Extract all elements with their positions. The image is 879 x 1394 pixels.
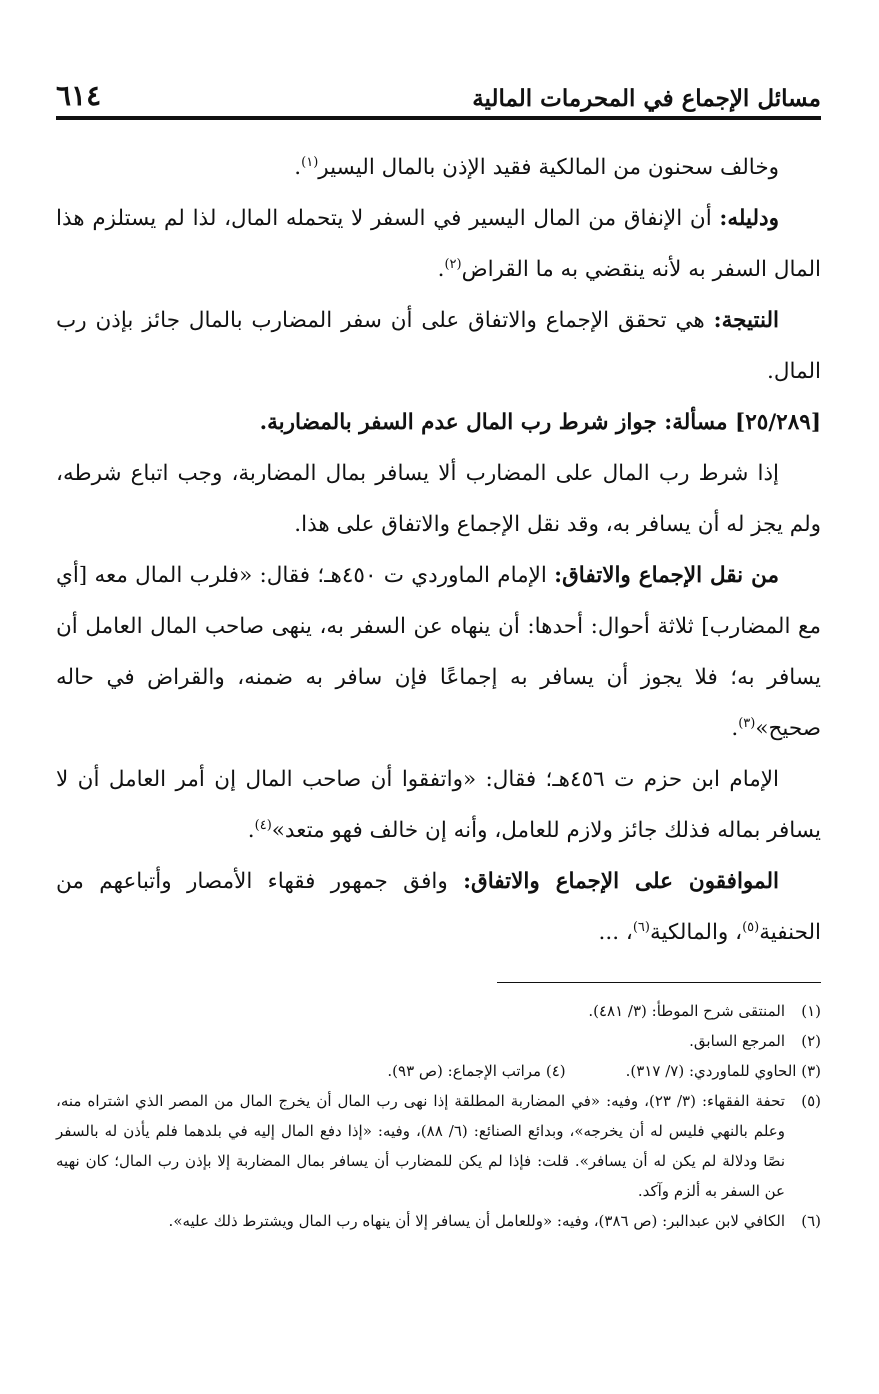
paragraph-7-text-a: وافق جمهور فقهاء الأمصار وأتباعهم من الحنفية — [56, 869, 821, 945]
paragraph-7-text-c: ، ... — [598, 920, 633, 945]
footnote-number: (٤) — [545, 1062, 566, 1080]
footnote-ref-3[interactable]: (٣) — [738, 715, 756, 731]
footnote-ref-5[interactable]: (٥) — [742, 919, 760, 935]
footnote-5 — [56, 1086, 821, 1206]
footnote-ref-1[interactable]: (١) — [301, 154, 319, 170]
footnote-ref-2[interactable]: (٢) — [444, 256, 462, 272]
paragraph-2-end: . — [437, 257, 445, 282]
main-text — [56, 142, 821, 958]
footnote-number: (٦) — [801, 1212, 821, 1230]
footnote-4 — [387, 1056, 565, 1086]
header-title: مسائل الإجماع في المحرمات المالية — [472, 85, 821, 112]
footnote-divider — [497, 982, 821, 983]
paragraph-7-text-b: ، والمالكية — [649, 920, 743, 945]
footnote-number: (٥) — [801, 1092, 821, 1110]
footnote-text: المنتقى شرح الموطأ: (٣/ ٤٨١). — [588, 1002, 785, 1020]
footnotes — [56, 996, 821, 1236]
issue-heading: [٢٥/٢٨٩] مسألة: جواز شرط رب المال عدم السفر بالمضاربة. — [259, 410, 821, 435]
footnote-6 — [56, 1206, 821, 1236]
paragraph-1-text: وخالف سحنون من المالكية فقيد الإذن بالمال اليسير — [318, 155, 779, 180]
paragraph-3 — [56, 295, 821, 397]
footnote-text: مراتب الإجماع: (ص ٩٣). — [387, 1062, 542, 1080]
footnote-1 — [56, 996, 821, 1026]
paragraph-6-end: . — [247, 818, 255, 843]
paragraph-5-text: الإمام الماوردي ت ٤٥٠هـ؛ فقال: «فلرب المال معه [أي مع المضارب] ثلاثة أحوال: أحدها: أن ينهاه عن السفر به، ينهى صاحب المال العامل أن يسافر به؛ فلا يجوز أن يسافر به إجماعًا فإن سافر به ضمنه، والقراض في حاله صحيح» — [56, 563, 821, 741]
paragraph-5-lead: من نقل الإجماع والاتفاق: — [554, 563, 779, 588]
paragraph-2-lead: ودليله: — [719, 206, 779, 231]
footnote-ref-4[interactable]: (٤) — [254, 817, 272, 833]
paragraph-6-text: الإمام ابن حزم ت ٤٥٦هـ؛ فقال: «واتفقوا أن صاحب المال إن أمر العامل أن لا يسافر بماله فذلك جائز ولازم للعامل، وأنه إن خالف فهو متعد» — [56, 767, 821, 843]
footnote-text: المرجع السابق. — [689, 1032, 785, 1050]
footnote-ref-6[interactable]: (٦) — [632, 919, 650, 935]
running-header — [56, 72, 821, 120]
paragraph-2-text: أن الإنفاق من المال اليسير في السفر لا يتحمله المال، لذا لم يستلزم هذا المال السفر به لأنه ينقضي به ما القراض — [56, 206, 821, 282]
paragraph-6 — [56, 754, 821, 856]
paragraph-5-end: . — [731, 716, 739, 741]
paragraph-4: إذا شرط رب المال على المضارب ألا يسافر بمال المضاربة، وجب اتباع شرطه، ولم يجز له أن يسافر به، وقد نقل الإجماع والاتفاق على هذا. — [56, 461, 821, 537]
paragraph-3-text: هي تحقق الإجماع والاتفاق على أن سفر المضارب بالمال جائز بإذن رب المال. — [56, 308, 821, 384]
page-number: ٦١٤ — [56, 79, 102, 112]
paragraph-5 — [56, 550, 821, 754]
footnote-number: (١) — [801, 1002, 821, 1020]
paragraph-7-lead: الموافقون على الإجماع والاتفاق: — [463, 869, 779, 894]
footnote-text: تحفة الفقهاء: (٣/ ٢٣)، وفيه: «في المضاربة المطلقة إذا نهى رب المال أن يخرج المال من المصر الذي اشتراه منه، وعلم بالنهي فليس له أن يخرجه»، وبدائع الصنائع: (٦/ ٨٨)، وفيه: «إذا دفع المال إليه في بلدهما فلم يأذن له بالسفر نصًا ودلالة لم يكن له أن يسافر». قلت: فإذا لم يكن للمضارب أن يسافر بمال المضاربة إلا بإذن رب المال؛ كان نهيه عن السفر به ألزم وآكد. — [56, 1092, 785, 1200]
paragraph-3-lead: النتيجة: — [713, 308, 779, 333]
paragraph-1 — [56, 142, 821, 193]
paragraph-2 — [56, 193, 821, 295]
paragraph-7 — [56, 856, 821, 958]
footnote-row-3-4 — [56, 1056, 821, 1086]
footnote-text: الكافي لابن عبدالبر: (ص ٣٨٦)، وفيه: «وللعامل أن يسافر إلا أن ينهاه رب المال ويشترط ذلك عليه». — [168, 1212, 785, 1230]
footnote-number: (٢) — [801, 1032, 821, 1050]
footnote-3 — [626, 1056, 821, 1086]
footnote-2 — [56, 1026, 821, 1056]
footnote-text: الحاوي للماوردي: (٧/ ٣١٧). — [625, 1062, 797, 1080]
paragraph-1-end: . — [294, 155, 302, 180]
footnote-number: (٣) — [801, 1062, 821, 1080]
